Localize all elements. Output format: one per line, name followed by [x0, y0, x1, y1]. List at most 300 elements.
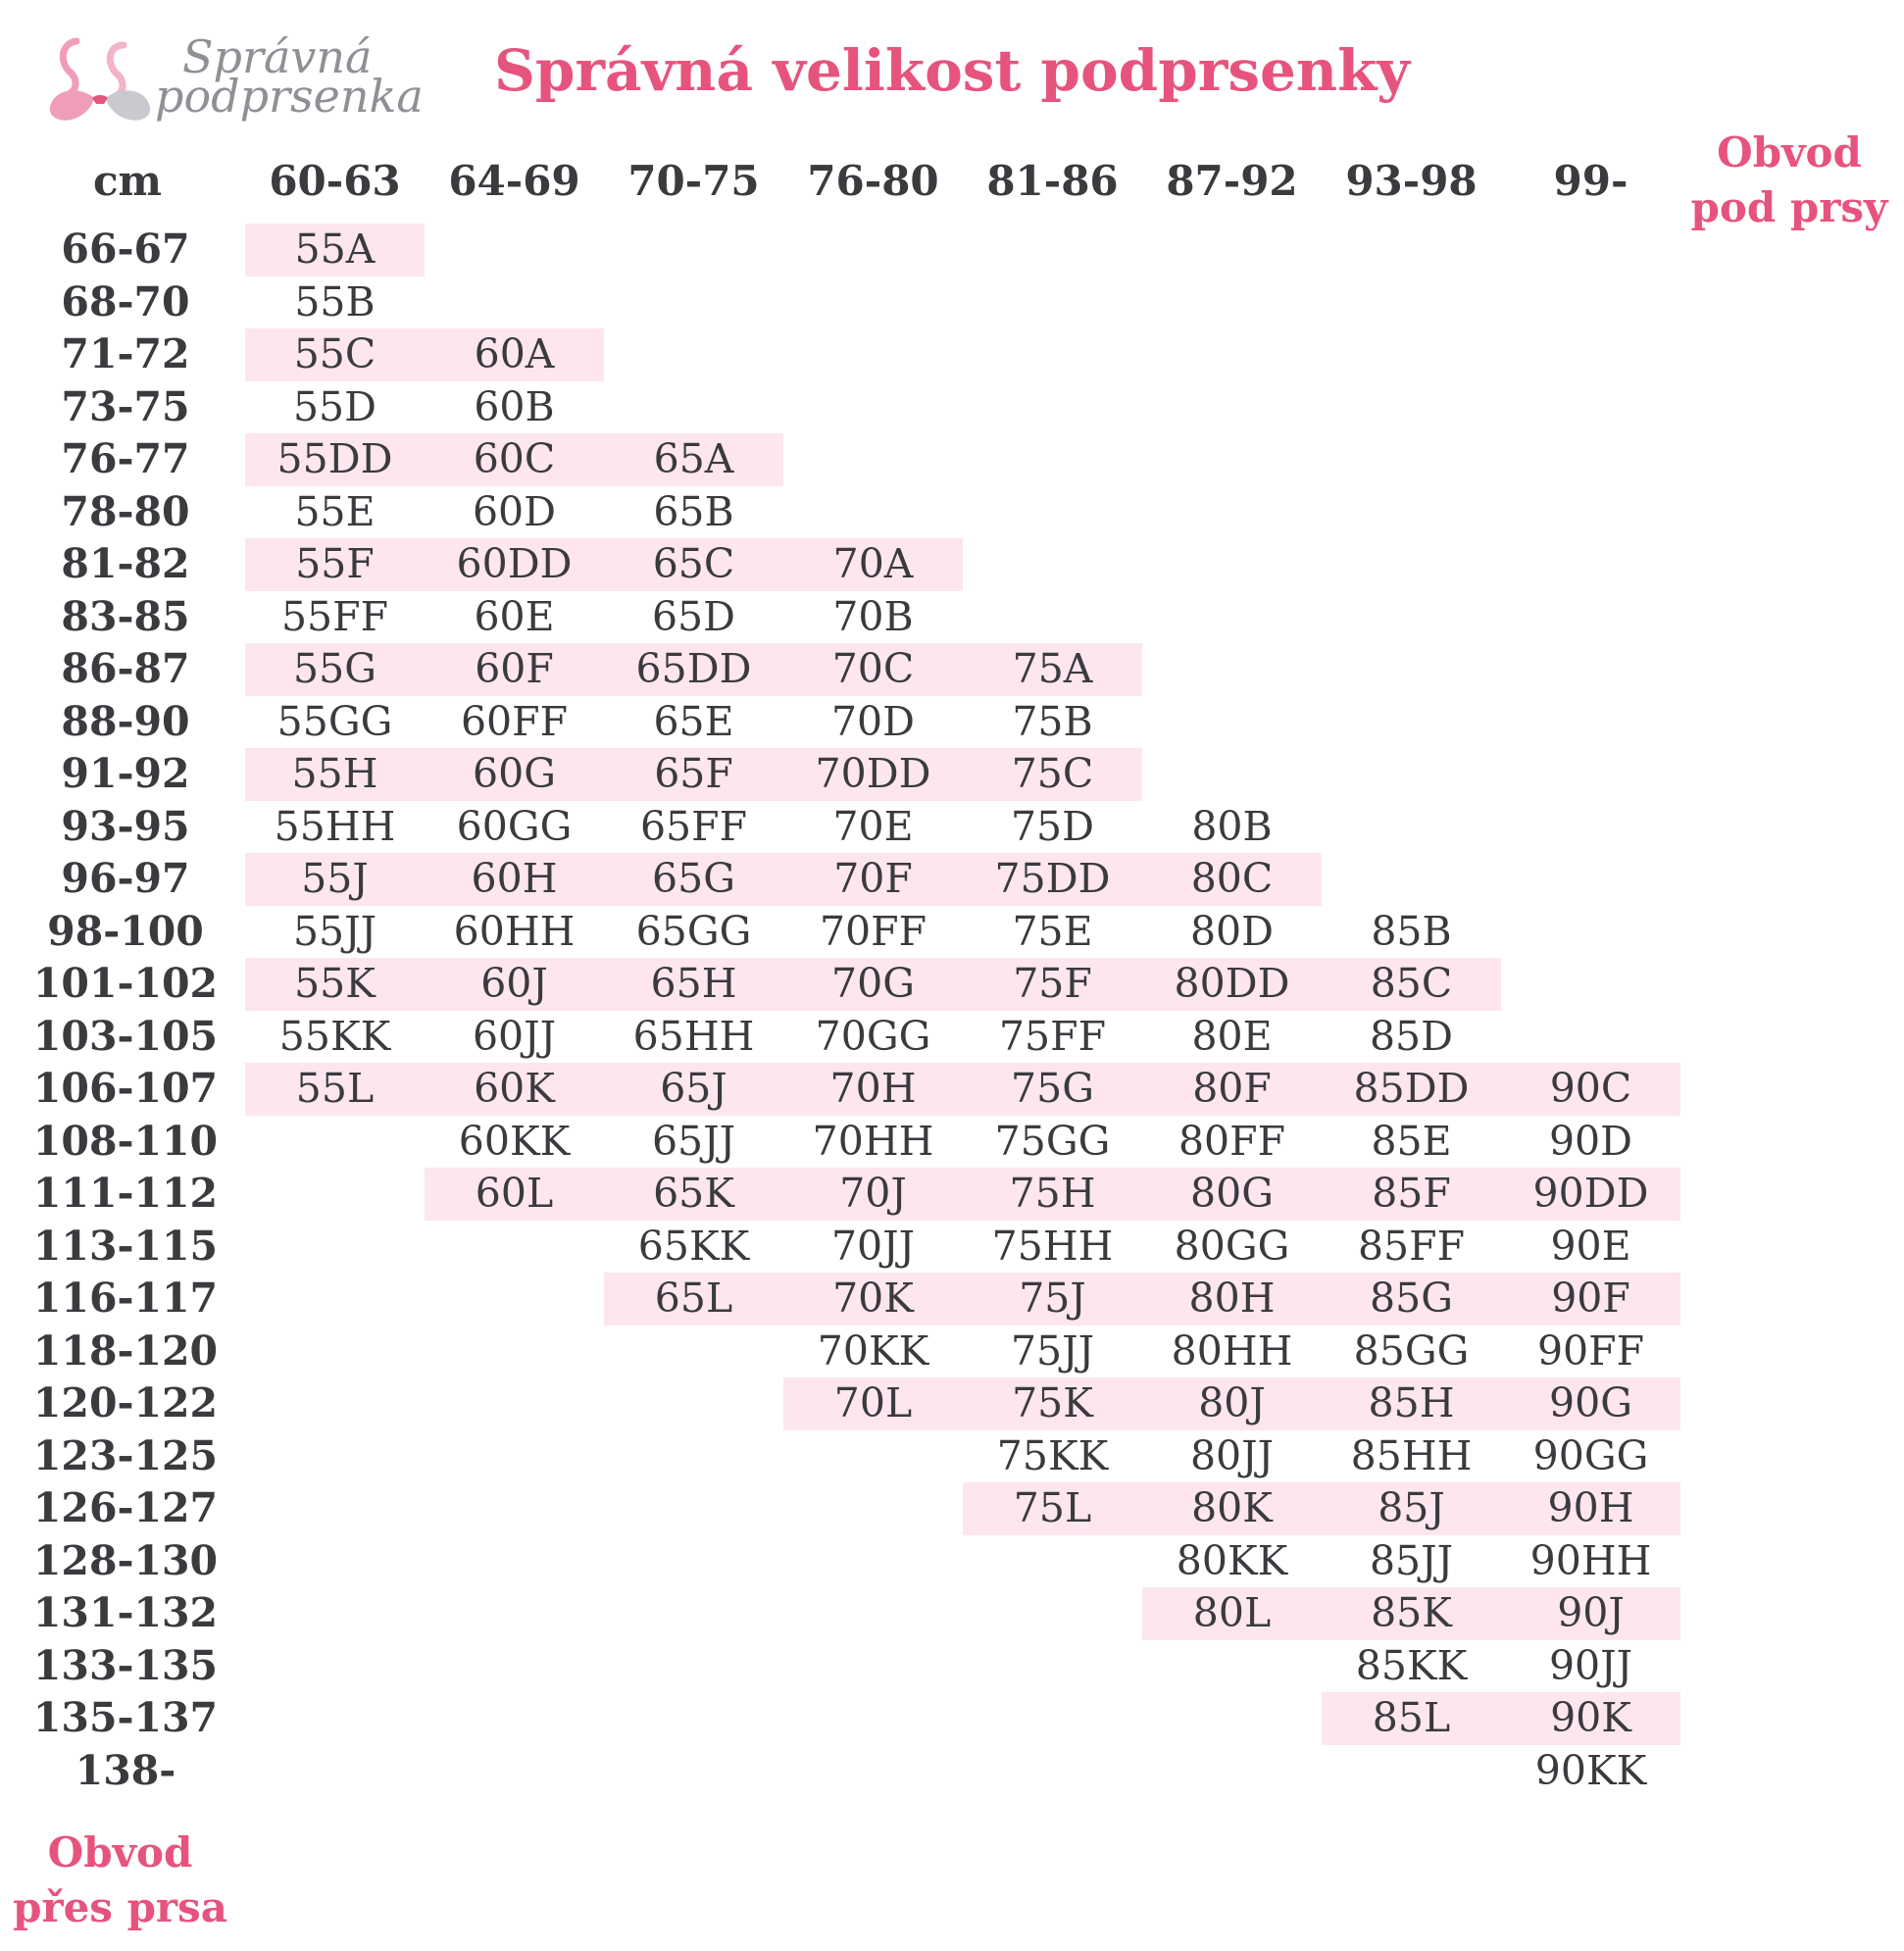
size-cell [245, 538, 425, 591]
size-cell [245, 696, 425, 749]
size-cell [1322, 906, 1501, 959]
size-cell [245, 801, 425, 854]
size-cell-value: 75KK [996, 1431, 1109, 1479]
size-cell-value: 75A [1012, 645, 1093, 692]
size-cell-value: 70E [832, 802, 914, 850]
size-cell-value: 75K [1012, 1379, 1093, 1426]
page-title-text: Správná velikost podprsenky [494, 37, 1410, 104]
row-header: 93-95 [61, 802, 190, 850]
size-cell-value: 55L [295, 1065, 375, 1112]
size-cell [1501, 1482, 1680, 1535]
size-cell [1501, 1221, 1680, 1274]
row-header: 88-90 [61, 697, 190, 745]
size-cell [783, 1116, 963, 1169]
size-cell [1142, 853, 1322, 906]
size-cell [783, 1326, 963, 1378]
size-cell [1142, 1587, 1322, 1640]
size-cell-value: 55JJ [292, 907, 377, 955]
size-cell-value: 60J [480, 960, 548, 1007]
size-cell [1322, 1482, 1501, 1535]
size-cell [1142, 1011, 1322, 1064]
size-cell-value: 65B [653, 487, 734, 535]
size-cell [1322, 1273, 1501, 1326]
size-cell-value: 55E [294, 487, 376, 535]
size-cell-value: 75J [1019, 1275, 1086, 1322]
size-cell [1322, 1116, 1501, 1169]
size-cell [1322, 1640, 1501, 1693]
size-cell-value: 55G [293, 645, 376, 692]
size-cell-value: 90E [1550, 1222, 1631, 1270]
size-cell [1501, 1273, 1680, 1326]
row-header: 91-92 [61, 750, 190, 797]
size-cell [425, 1168, 604, 1221]
size-cell-value: 65C [652, 540, 735, 587]
underbust-axis-label [1677, 125, 1902, 235]
size-cell [604, 1063, 783, 1116]
size-cell [783, 1273, 963, 1326]
size-cell-value: 60HH [453, 907, 576, 955]
row-header: 106-107 [32, 1065, 219, 1112]
size-cell [245, 433, 425, 486]
row-header: 126-127 [32, 1484, 219, 1531]
size-cell-value: 75B [1012, 697, 1093, 745]
size-cell-value: 55F [295, 540, 375, 587]
size-cell-value: 75FF [998, 1012, 1107, 1060]
size-cell-value: 85HH [1350, 1431, 1473, 1479]
size-cell [783, 748, 963, 801]
size-cell-value: 90D [1548, 1117, 1633, 1165]
size-cell-value: 55H [291, 750, 378, 797]
size-cell-value: 55A [294, 225, 376, 273]
size-cell [245, 958, 425, 1011]
unit-label: cm [92, 157, 162, 205]
row-header: 118-120 [32, 1326, 219, 1375]
size-cell-value: 70F [833, 855, 913, 902]
size-cell-value: 55FF [280, 592, 389, 640]
row-header: 83-85 [61, 592, 190, 640]
size-cell-value: 65D [651, 592, 736, 640]
size-cell [1501, 1587, 1680, 1640]
size-cell-value: 70JJ [830, 1222, 916, 1270]
page-title [0, 30, 1904, 104]
column-header: 93-98 [1345, 157, 1478, 205]
size-cell-value: 60C [473, 435, 556, 482]
size-cell [1501, 1063, 1680, 1116]
size-cell [1142, 1063, 1322, 1116]
row-header: 113-115 [32, 1222, 219, 1270]
size-cell-value: 55DD [276, 435, 393, 482]
size-cell [425, 748, 604, 801]
size-cell [425, 958, 604, 1011]
size-cell [963, 1430, 1142, 1483]
column-header: 70-75 [627, 157, 760, 205]
size-cell-value: 80E [1191, 1012, 1273, 1060]
size-cell [783, 1063, 963, 1116]
size-cell [783, 696, 963, 749]
size-cell-value: 70K [832, 1275, 914, 1322]
size-cell [963, 748, 1142, 801]
size-cell-value: 85H [1368, 1379, 1455, 1426]
size-cell [1501, 1168, 1680, 1221]
size-cell [425, 696, 604, 749]
size-cell-value: 90KK [1534, 1746, 1647, 1794]
size-cell [604, 591, 783, 644]
size-cell-value: 65DD [635, 645, 752, 692]
size-cell [963, 958, 1142, 1011]
size-cell-value: 60L [475, 1170, 554, 1217]
size-cell [783, 591, 963, 644]
size-cell [963, 1116, 1142, 1169]
size-cell [425, 433, 604, 486]
size-cell [1142, 1430, 1322, 1483]
size-cell-value: 70DD [815, 750, 931, 797]
size-cell [963, 696, 1142, 749]
size-cell [604, 958, 783, 1011]
size-cell [245, 853, 425, 906]
size-cell [604, 1273, 783, 1326]
size-cell [604, 1011, 783, 1064]
size-cell-value: 55GG [276, 697, 393, 745]
size-cell-value: 75DD [994, 855, 1111, 902]
size-cell-value: 70L [833, 1379, 913, 1426]
size-cell [963, 1011, 1142, 1064]
row-header: 120-122 [32, 1379, 219, 1426]
size-cell-value: 70J [839, 1170, 907, 1217]
size-cell-value: 75HH [991, 1222, 1114, 1270]
underbust-axis-label-line-2: pod prsy [1690, 183, 1888, 231]
size-cell [604, 433, 783, 486]
size-cell [783, 801, 963, 854]
size-cell-value: 55KK [278, 1012, 391, 1060]
size-cell [425, 643, 604, 696]
size-cell [1142, 958, 1322, 1011]
size-cell-value: 60GG [456, 802, 573, 850]
size-cell-value: 90C [1549, 1065, 1632, 1112]
row-header: 128-130 [32, 1536, 219, 1584]
size-cell [783, 538, 963, 591]
size-cell-value: 90FF [1536, 1326, 1645, 1375]
size-cell [604, 1116, 783, 1169]
size-cell [425, 486, 604, 539]
row-header: 135-137 [32, 1694, 219, 1741]
size-cell-value: 70D [830, 697, 916, 745]
size-cell [604, 538, 783, 591]
size-cell [963, 853, 1142, 906]
row-header: 98-100 [47, 907, 204, 955]
bust-axis-label-line-1: Obvod [47, 1828, 193, 1876]
underbust-axis-label-line-1: Obvod [1717, 128, 1862, 176]
size-cell-value: 75L [1013, 1484, 1092, 1531]
size-cell [1501, 1745, 1680, 1798]
size-cell-value: 65F [654, 750, 733, 797]
size-cell [963, 906, 1142, 959]
size-cell [1142, 1273, 1322, 1326]
size-cell-value: 55J [301, 855, 369, 902]
size-cell [963, 1168, 1142, 1221]
row-header: 138- [75, 1746, 176, 1794]
size-cell-value: 55C [293, 330, 376, 377]
column-header: 99- [1553, 157, 1628, 205]
size-cell-value: 75C [1011, 750, 1094, 797]
size-cell [1501, 1116, 1680, 1169]
size-cell [245, 1011, 425, 1064]
size-cell-value: 65H [650, 960, 737, 1007]
size-cell-value: 90G [1549, 1379, 1632, 1426]
size-cell [604, 801, 783, 854]
size-cell-value: 75JJ [1010, 1326, 1095, 1375]
size-cell [1322, 958, 1501, 1011]
size-cell [1142, 1326, 1322, 1378]
size-cell-value: 65GG [635, 907, 752, 955]
size-cell-value: 60B [474, 382, 555, 430]
size-cell [1322, 1587, 1501, 1640]
row-header: 133-135 [32, 1641, 219, 1689]
size-cell [1322, 1326, 1501, 1378]
size-cell-value: 60D [472, 487, 557, 535]
size-cell [604, 1221, 783, 1274]
size-cell-value: 85C [1370, 960, 1453, 1007]
size-cell [1322, 1430, 1501, 1483]
column-header: 76-80 [807, 157, 939, 205]
size-cell-value: 85G [1370, 1275, 1453, 1322]
size-cell [783, 1011, 963, 1064]
size-cell [963, 1377, 1142, 1430]
size-cell-value: 55HH [274, 802, 396, 850]
size-cell [604, 696, 783, 749]
size-cell-value: 80F [1192, 1065, 1272, 1112]
size-cell [604, 748, 783, 801]
size-cell-value: 80GG [1174, 1222, 1290, 1270]
size-cell-value: 90JJ [1548, 1641, 1633, 1689]
size-cell-value: 65E [653, 697, 734, 745]
size-cell-value: 65G [652, 855, 735, 902]
size-cell-value: 80K [1191, 1484, 1273, 1531]
size-cell-value: 75G [1011, 1065, 1094, 1112]
size-cell-value: 85L [1372, 1694, 1451, 1741]
size-cell [1501, 1430, 1680, 1483]
size-cell [783, 1377, 963, 1430]
size-cell [963, 643, 1142, 696]
size-cell-value: 60H [471, 855, 558, 902]
row-header: 66-67 [61, 225, 190, 273]
size-cell-value: 60E [474, 592, 555, 640]
size-cell [1501, 1377, 1680, 1430]
column-header: 81-86 [986, 157, 1119, 205]
size-cell [963, 1482, 1142, 1535]
size-cell-value: 85DD [1353, 1065, 1470, 1112]
logo-line-2: podprsenka [155, 70, 424, 123]
size-cell [1322, 1377, 1501, 1430]
size-cell [245, 381, 425, 434]
size-cell [425, 538, 604, 591]
size-cell-value: 90HH [1529, 1536, 1652, 1584]
size-cell-value: 90J [1557, 1589, 1625, 1636]
size-cell-value: 90H [1547, 1484, 1634, 1531]
size-cell [1142, 1535, 1322, 1588]
size-cell-value: 70A [832, 540, 914, 587]
size-cell [1322, 1692, 1501, 1745]
size-cell-value: 80JJ [1189, 1431, 1275, 1479]
size-cell-value: 70FF [819, 907, 927, 955]
size-cell [1501, 1535, 1680, 1588]
size-cell-value: 85B [1371, 907, 1452, 955]
size-cell [1142, 906, 1322, 959]
size-cell-value: 60K [474, 1065, 555, 1112]
row-header: 131-132 [32, 1589, 219, 1636]
column-header: 87-92 [1166, 157, 1298, 205]
size-cell-value: 80C [1190, 855, 1274, 902]
logo-line-1: Správná [182, 30, 373, 83]
row-header: 76-77 [61, 435, 190, 482]
size-cell [1142, 1221, 1322, 1274]
size-cell-value: 80J [1198, 1379, 1266, 1426]
size-cell-value: 80L [1192, 1589, 1272, 1636]
size-cell-value: 85F [1372, 1170, 1451, 1217]
size-cell-value: 75H [1009, 1170, 1096, 1217]
size-cell-value: 70KK [817, 1326, 929, 1375]
size-cell-value: 65A [653, 435, 734, 482]
bust-axis-label-line-2: přes prsa [13, 1883, 227, 1931]
size-cell [425, 906, 604, 959]
size-cell-value: 85K [1371, 1589, 1452, 1636]
row-header: 111-112 [32, 1170, 219, 1217]
size-cell-value: 80H [1188, 1275, 1276, 1322]
size-cell-value: 90GG [1532, 1431, 1649, 1479]
size-cell [425, 1116, 604, 1169]
size-cell-value: 65L [654, 1275, 733, 1322]
size-cell-value: 60G [473, 750, 556, 797]
row-header: 101-102 [32, 960, 219, 1007]
size-cell-value: 70C [831, 645, 915, 692]
size-cell-value: 80FF [1177, 1117, 1286, 1165]
size-cell-value: 60KK [458, 1117, 571, 1165]
size-cell-value: 65HH [632, 1012, 755, 1060]
size-cell-value: 65K [653, 1170, 734, 1217]
size-cell-value: 60FF [460, 697, 569, 745]
size-cell [604, 486, 783, 539]
size-cell [1501, 1640, 1680, 1693]
size-cell-value: 85J [1378, 1484, 1445, 1531]
size-cell [425, 381, 604, 434]
size-cell-value: 80HH [1171, 1326, 1293, 1375]
size-cell [245, 643, 425, 696]
size-cell-value: 85GG [1353, 1326, 1470, 1375]
size-cell-value: 60F [475, 645, 554, 692]
size-cell-value: 85KK [1355, 1641, 1468, 1689]
size-cell [1142, 1168, 1322, 1221]
row-header: 86-87 [61, 645, 190, 692]
column-header: 64-69 [448, 157, 580, 205]
row-header: 81-82 [61, 540, 190, 587]
size-cell-value: 80DD [1174, 960, 1290, 1007]
size-cell-value: 75D [1010, 802, 1095, 850]
size-cell [425, 591, 604, 644]
size-cell [783, 906, 963, 959]
size-cell [604, 1168, 783, 1221]
row-header: 78-80 [61, 487, 190, 535]
size-cell-value: 70GG [815, 1012, 931, 1060]
size-cell-value: 60DD [456, 540, 573, 587]
size-cell [245, 591, 425, 644]
size-cell [1142, 1377, 1322, 1430]
size-cell [1322, 1063, 1501, 1116]
size-cell [245, 1063, 425, 1116]
size-cell-value: 90DD [1532, 1170, 1649, 1217]
size-cell-value: 80B [1191, 802, 1273, 850]
row-header: 73-75 [61, 382, 190, 430]
size-cell [245, 748, 425, 801]
size-cell [425, 853, 604, 906]
size-cell-value: 70HH [812, 1117, 934, 1165]
size-cell [783, 1168, 963, 1221]
row-header: 96-97 [61, 855, 190, 902]
size-cell [1501, 1692, 1680, 1745]
size-cell [963, 801, 1142, 854]
row-header: 68-70 [61, 277, 190, 325]
row-header: 71-72 [61, 330, 190, 377]
size-cell-value: 70H [829, 1065, 917, 1112]
size-cell [1322, 1011, 1501, 1064]
size-cell-value: 75E [1012, 907, 1093, 955]
size-cell [245, 224, 425, 276]
size-cell [783, 643, 963, 696]
size-cell-value: 60JJ [472, 1012, 557, 1060]
size-cell [604, 643, 783, 696]
size-cell-value: 90F [1551, 1275, 1630, 1322]
bust-axis-label [0, 1826, 240, 1935]
size-cell [1501, 1326, 1680, 1378]
size-cell [963, 1273, 1142, 1326]
size-cell-value: 85E [1371, 1117, 1452, 1165]
size-cell-value: 80KK [1176, 1536, 1288, 1584]
size-cell [425, 328, 604, 381]
size-cell-value: 75GG [994, 1117, 1111, 1165]
size-cell [783, 1221, 963, 1274]
size-cell-value: 65FF [639, 802, 748, 850]
size-cell [245, 328, 425, 381]
size-cell [1142, 1482, 1322, 1535]
row-header: 123-125 [32, 1431, 219, 1479]
column-header: 60-63 [269, 157, 401, 205]
size-cell [1322, 1535, 1501, 1588]
size-cell-value: 65KK [637, 1222, 750, 1270]
size-cell [1322, 1221, 1501, 1274]
size-cell-value: 90K [1550, 1694, 1631, 1741]
size-cell [245, 486, 425, 539]
size-cell [604, 853, 783, 906]
size-cell-value: 65J [660, 1065, 727, 1112]
size-cell [783, 958, 963, 1011]
size-cell-value: 55D [292, 382, 377, 430]
size-cell [963, 1326, 1142, 1378]
size-cell-value: 70B [832, 592, 914, 640]
row-header: 116-117 [32, 1275, 219, 1322]
size-cell-value: 55K [294, 960, 376, 1007]
size-cell [604, 906, 783, 959]
size-cell-value: 55B [294, 277, 376, 325]
size-cell [245, 276, 425, 329]
row-header: 108-110 [32, 1117, 219, 1165]
row-header: 103-105 [32, 1012, 219, 1060]
size-cell-value: 85FF [1357, 1222, 1466, 1270]
size-cell-value: 75F [1013, 960, 1092, 1007]
size-cell [1142, 801, 1322, 854]
size-cell-value: 80D [1189, 907, 1275, 955]
size-cell-value: 65JJ [651, 1117, 736, 1165]
size-cell [425, 1063, 604, 1116]
size-cell [1142, 1116, 1322, 1169]
size-cell [963, 1221, 1142, 1274]
